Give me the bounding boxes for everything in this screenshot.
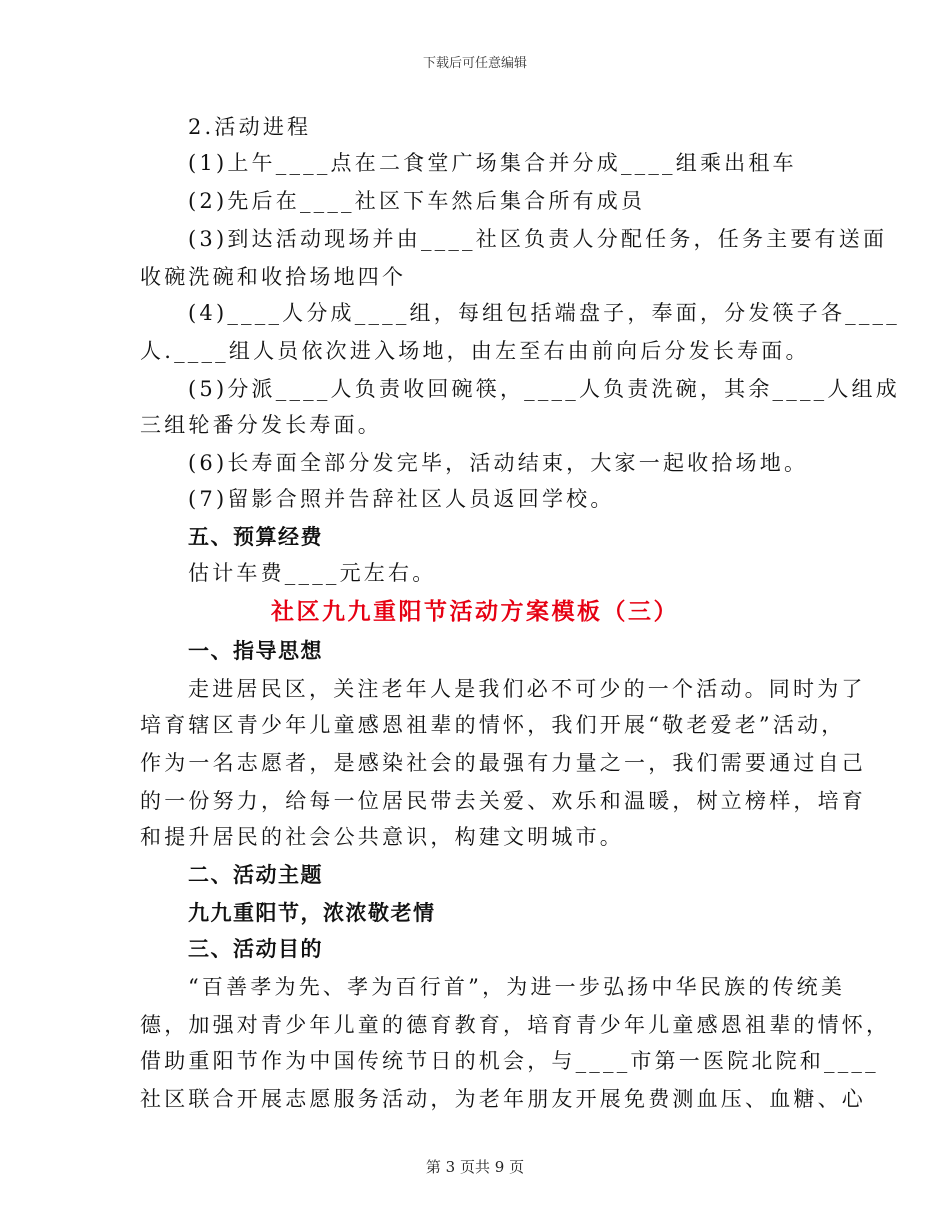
text-line: 收碗洗碗和收拾场地四个 <box>140 265 407 289</box>
document-title: 社区九九重阳节活动方案模板（三） <box>271 598 679 625</box>
text-line: (5)分派____人负责收回碗筷，____人负责洗碗，其余____人组成 <box>188 377 900 401</box>
section-heading: 三、活动目的 <box>188 936 323 961</box>
text-line: (7)留影合照并告辞社区人员返回学校。 <box>188 487 615 511</box>
text-line: 作为一名志愿者，是感染社会的最强有力量之一，我们需要通过自己 <box>140 751 866 775</box>
text-line: “百善孝为先、孝为百行首”，为进一步弘扬中华民族的传统美 <box>188 975 846 999</box>
section-heading: 五、预算经费 <box>188 524 323 549</box>
text-line: 社区联合开展志愿服务活动，为老年朋友开展免费测血压、血糖、心 <box>140 1087 866 1111</box>
text-line: (4)____人分成____组，每组包括端盘子，奉面，分发筷子各____ <box>188 301 900 325</box>
text-line: 人.____组人员依次进入场地，由左至右由前向后分发长寿面。 <box>140 339 810 363</box>
theme-line: 九九重阳节，浓浓敬老情 <box>188 900 436 925</box>
text-line: 和提升居民的社会公共意识，构建文明城市。 <box>140 825 624 849</box>
text-line: 三组轮番分发长寿面。 <box>140 413 382 437</box>
page-header-note: 下载后可任意编辑 <box>422 56 527 71</box>
text-line: 2.活动进程 <box>188 115 312 139</box>
text-line: 走进居民区，关注老年人是我们必不可少的一个活动。同时为了 <box>188 677 866 701</box>
section-heading: 一、指导思想 <box>188 638 323 663</box>
text-line: 德，加强对青少年儿童的德育教育，培育青少年儿童感恩祖辈的情怀， <box>140 1013 891 1037</box>
section-heading: 二、活动主题 <box>188 862 323 887</box>
text-line: 估计车费____元左右。 <box>188 561 437 585</box>
text-line: (2)先后在____社区下车然后集合所有成员 <box>188 189 646 213</box>
text-line: 的一份努力，给每一位居民带去关爱、欢乐和温暖，树立榜样，培育 <box>140 789 866 813</box>
text-line: (1)上午____点在二食堂广场集合并分成____组乘出租车 <box>188 151 797 175</box>
text-line: (6)长寿面全部分发完毕，活动结束，大家一起收拾场地。 <box>188 451 809 475</box>
text-line: 培育辖区青少年儿童感恩祖辈的情怀，我们开展“敬老爱老”活动， <box>140 713 846 737</box>
text-line: 借助重阳节作为中国传统节日的机会，与____市第一医院北院和____ <box>140 1049 879 1073</box>
text-line: (3)到达活动现场并由____社区负责人分配任务，任务主要有送面 <box>188 227 888 251</box>
page-footer: 第 3 页共 9 页 <box>425 1158 525 1176</box>
